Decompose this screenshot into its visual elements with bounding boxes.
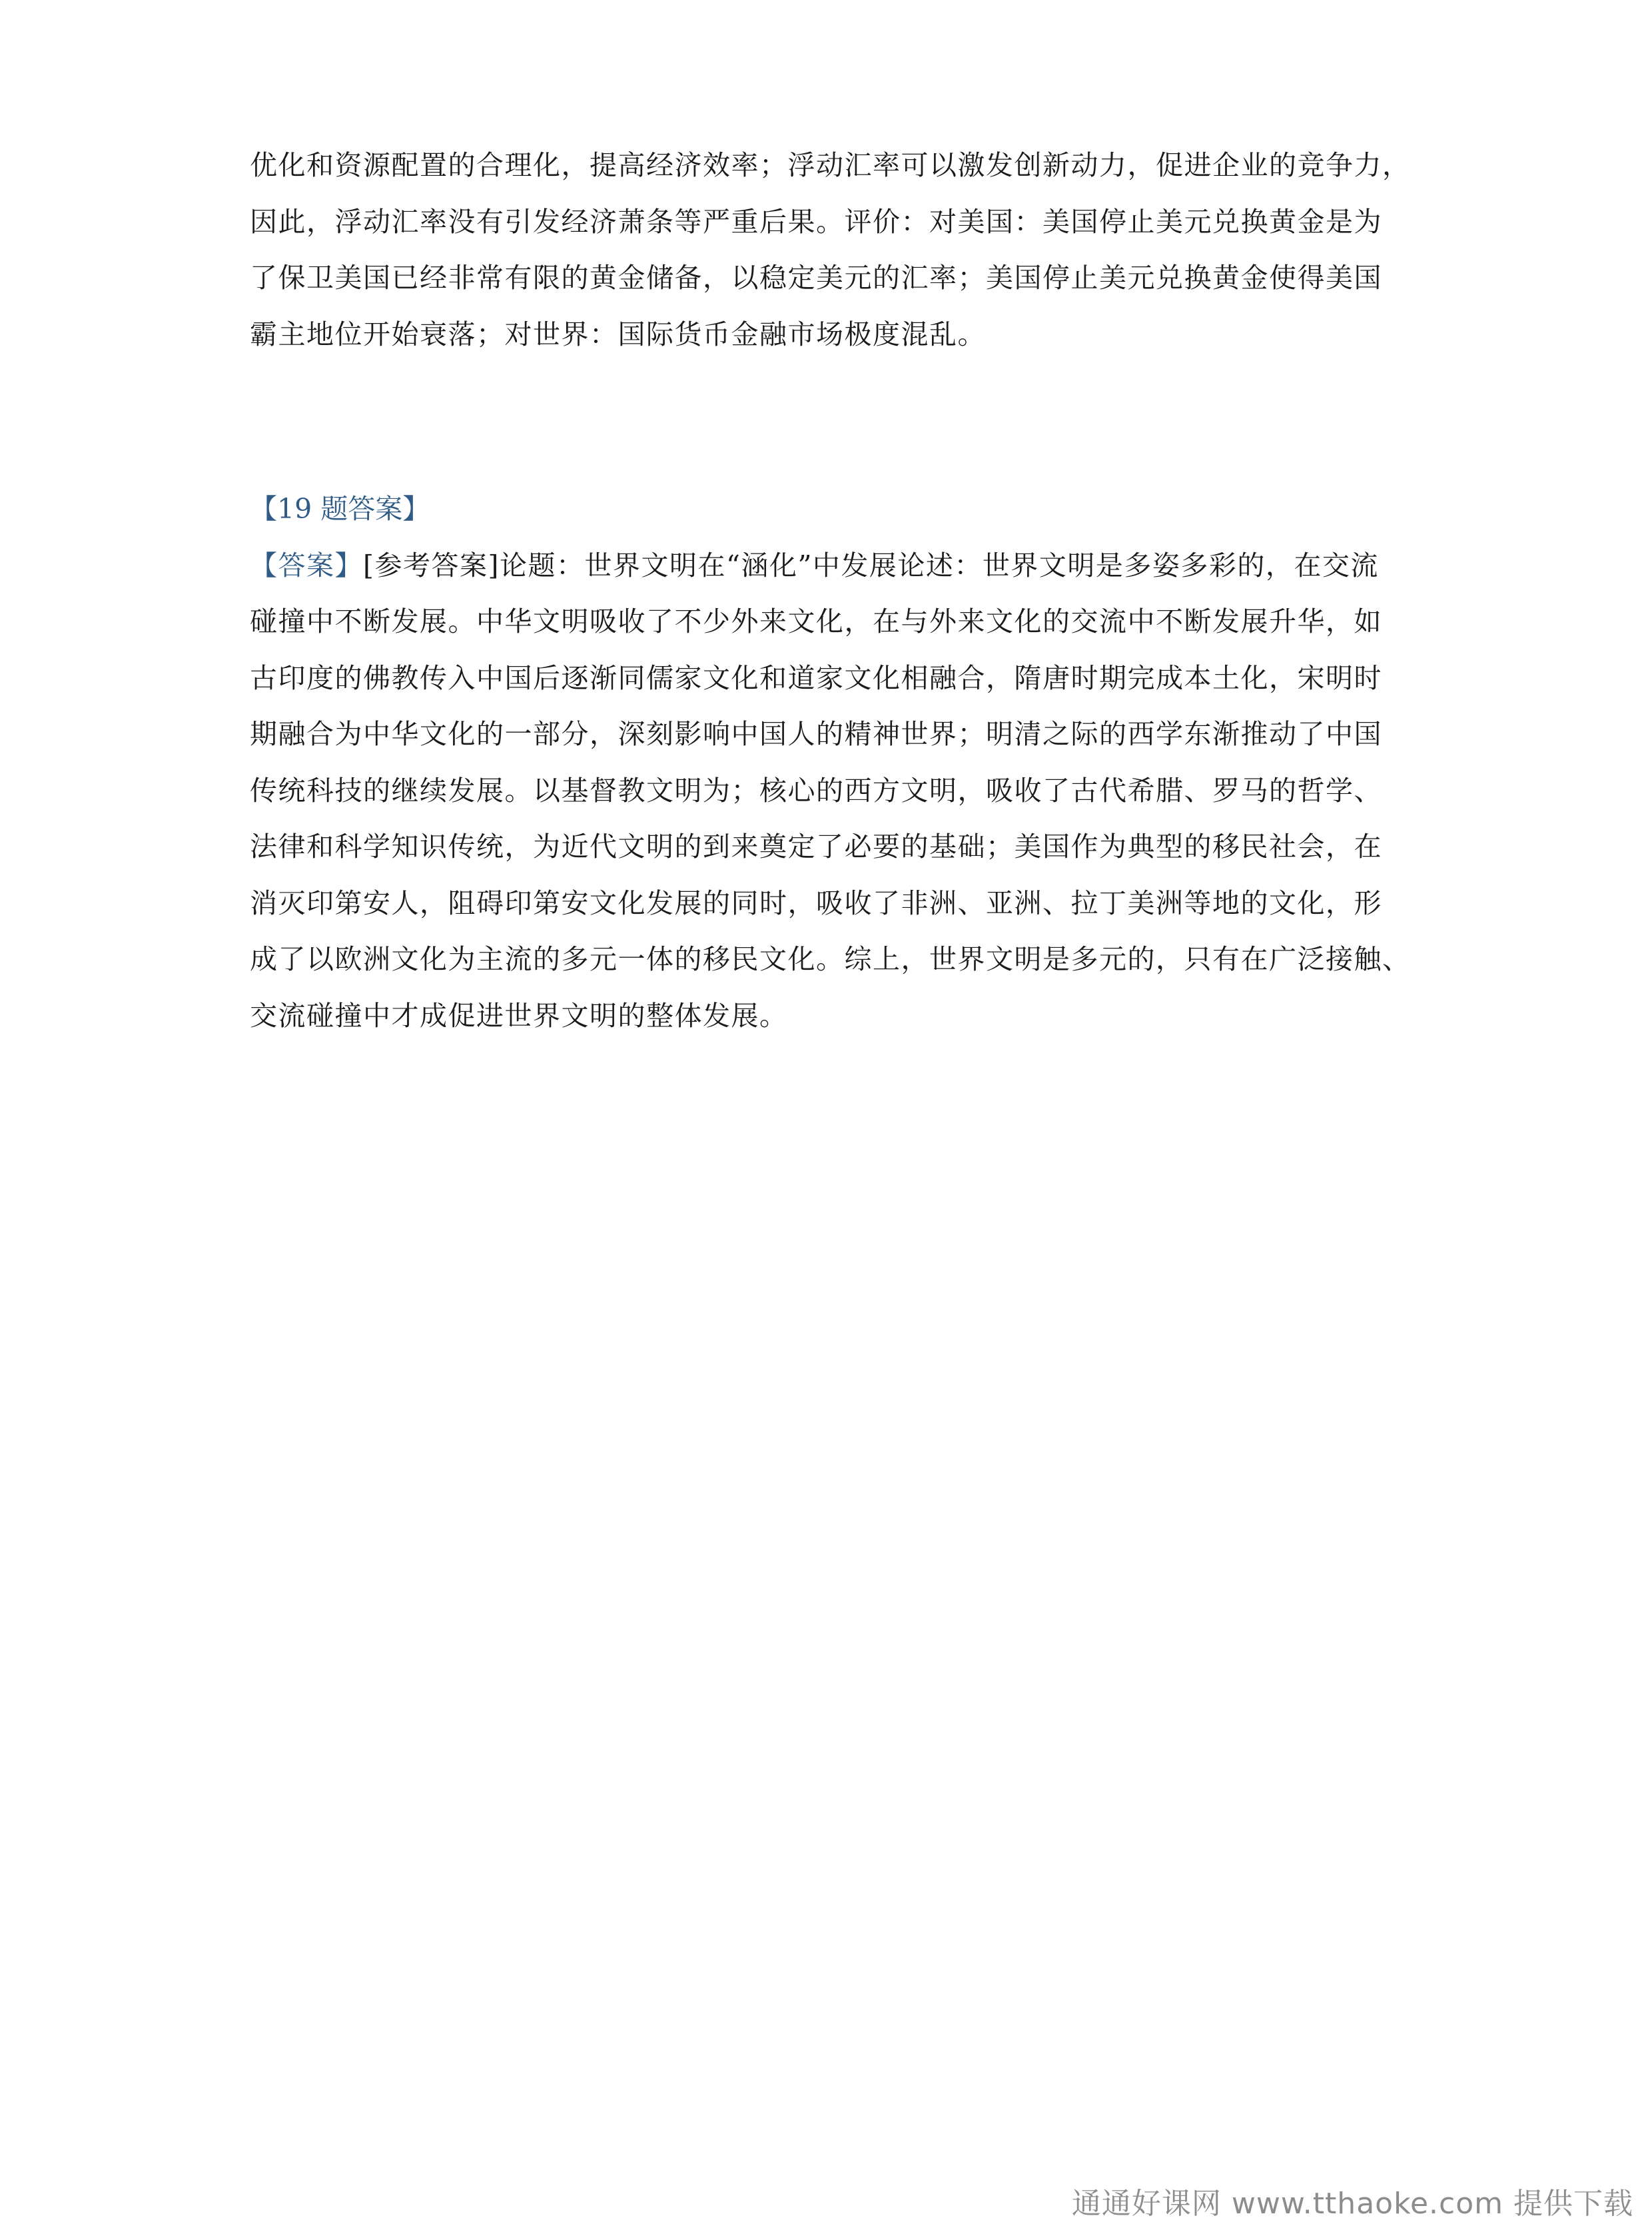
text-line: 法律和科学知识传统，为近代文明的到来奠定了必要的基础；美国作为典型的移民社会，在 [250, 831, 1382, 863]
text-line: 了保卫美国已经非常有限的黄金储备，以稳定美元的汇率；美国停止美元兑换黄金使得美国 [250, 262, 1382, 294]
text-line: 碰撞中不断发展。中华文明吸收了不少外来文化，在与外来文化的交流中不断发展升华，如 [250, 605, 1382, 637]
text-line: 传统科技的继续发展。以基督教文明为；核心的西方文明，吸收了古代希腊、罗马的哲学、 [250, 774, 1382, 807]
section-spacer [250, 362, 1402, 481]
text-line: 消灭印第安人，阻碍印第安文化发展的同时，吸收了非洲、亚洲、拉丁美洲等地的文化，形 [250, 887, 1382, 919]
answer-tag: 【答案】 [250, 549, 363, 581]
answer-first-line: [参考答案]论题：世界文明在“涵化”中发展论述：世界文明是多姿多彩的，在交流 [363, 549, 1379, 581]
text-line: 古印度的佛教传入中国后逐渐同儒家文化和道家文化相融合，隋唐时期完成本土化，宋明时 [250, 661, 1382, 694]
text-line: 霸主地位开始衰落；对世界：国际货币金融市场极度混乱。 [250, 318, 986, 350]
document-body [250, 137, 1411, 1044]
text-line [250, 538, 1402, 594]
question-19-heading: 【19 题答案】 [250, 493, 430, 525]
text-line: 优化和资源配置的合理化，提高经济效率；浮动汇率可以激发创新动力，促进企业的竞争力， [250, 149, 1411, 181]
text-line: 因此，浮动汇率没有引发经济萧条等严重后果。评价：对美国：美国停止美元兑换黄金是为 [250, 205, 1382, 238]
watermark-footer: 通通好课网 www.tthaoke.com 提供下载 [1071, 2187, 1633, 2221]
text-line: 成了以欧洲文化为主流的多元一体的移民文化。综上，世界文明是多元的，只有在广泛接触、 [250, 943, 1411, 975]
text-line: 交流碰撞中才成促进世界文明的整体发展。 [250, 999, 788, 1032]
paragraph-evaluation [250, 137, 1411, 362]
paragraph-answer-19 [250, 538, 1411, 1044]
text-line: 期融合为中华文化的一部分，深刻影响中国人的精神世界；明清之际的西学东渐推动了中国 [250, 718, 1382, 750]
